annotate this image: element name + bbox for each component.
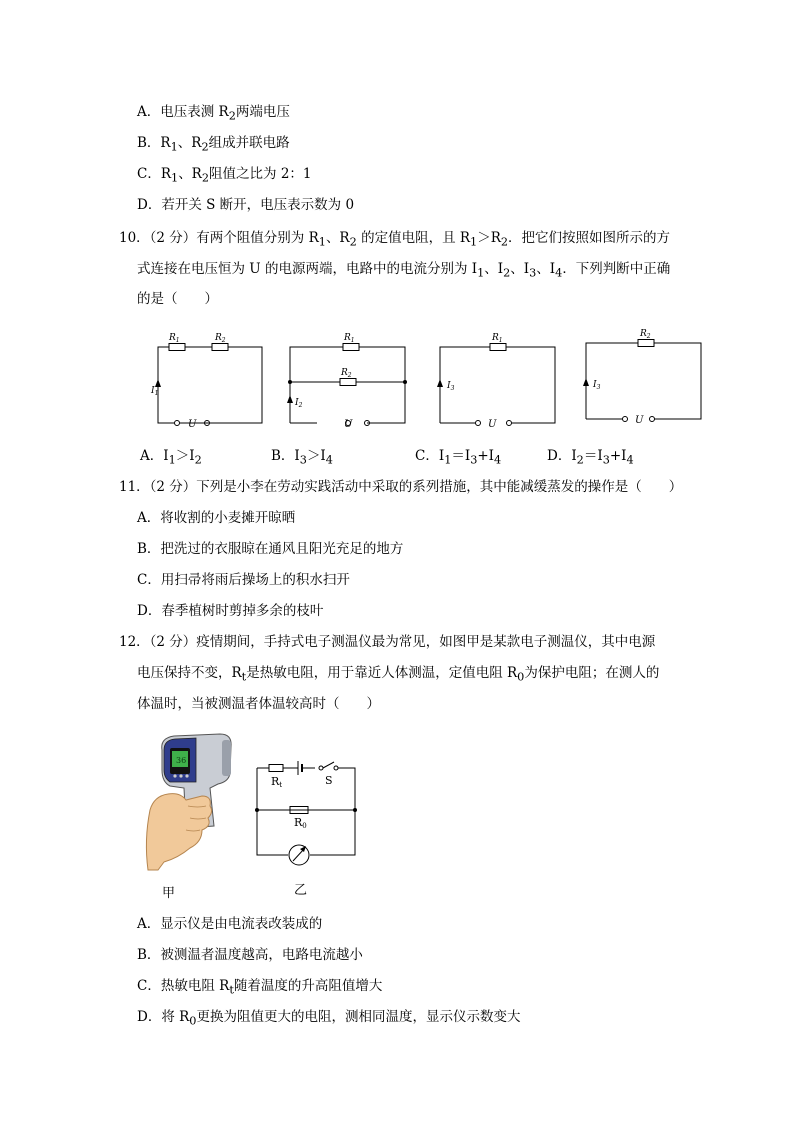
label-i3: $I_3$ (447, 381, 455, 392)
q10-option-c[interactable]: C．$I_1=I_3+I_4$ (415, 448, 502, 467)
q12-option-b[interactable]: B．被测温者温度越高，电路电流越小 (137, 947, 363, 963)
q10-option-b[interactable]: B．$I_3>I_4$ (271, 448, 333, 467)
label-u: U (344, 419, 353, 430)
label-i1: $I_1$ (151, 386, 159, 397)
q11-option-c[interactable]: C．用扫帚将雨后操场上的积水扫开 (137, 572, 350, 588)
label-s: S (325, 774, 333, 787)
q10-stem-line1: 10．（2 分）有两个阻值分别为 $R_1$、$R_2$ 的定值电阻，且 $R_1>R_2$．把它们按照如图所示的方 (119, 230, 671, 249)
label-r1: $R_1$ (344, 333, 355, 344)
circuit-series (140, 325, 268, 433)
label-r1: $R_1$ (169, 333, 180, 344)
label-i2: $I_2$ (295, 398, 303, 409)
q11-option-b[interactable]: B．把洗过的衣服晾在通风且阳光充足的地方 (137, 541, 404, 557)
q11-option-d[interactable]: D．春季植树时剪掉多余的枝叶 (137, 603, 324, 619)
q12-option-a[interactable]: A．显示仪是由电流表改装成的 (137, 916, 323, 932)
label-u: U (188, 419, 197, 430)
thermometer-figure (140, 730, 240, 901)
label-r2: $R_2$ (341, 368, 352, 379)
q10-option-a[interactable]: A．$I_1>I_2$ (140, 448, 202, 467)
circuit-r1-only (435, 325, 560, 433)
q11-option-a[interactable]: A．将收割的小麦摊开晾晒 (137, 510, 296, 526)
label-i3: $I_3$ (593, 380, 601, 391)
q10-stem-line3: 的是（ ） (137, 291, 218, 307)
q9-option-d[interactable]: D．若开关 S 断开，电压表示数为 0 (137, 197, 355, 213)
q12-option-d[interactable]: D．将 $R_0$更换为阻值更大的电阻，测相同温度，显示仪示数变大 (137, 1009, 521, 1028)
label-u: U (635, 415, 644, 426)
q12-stem-line2: 电压保持不变，$R_t$是热敏电阻，用于靠近人体测温，定值电阻 $R_0$为保护电阻；在测人的 (137, 665, 660, 684)
label-r2: $R_2$ (215, 333, 226, 344)
thermometer-circuit (250, 755, 365, 898)
label-r1: $R_1$ (492, 333, 503, 344)
label-r2: $R_2$ (640, 329, 651, 340)
q12-option-c[interactable]: C．热敏电阻 $R_t$随着温度的升高阻值增大 (137, 978, 383, 997)
display-digits-icon: 36 (176, 756, 187, 765)
label-jia: 甲 (162, 886, 176, 901)
q12-stem-line3: 体温时，当被测温者体温较高时（ ） (137, 696, 380, 712)
q9-option-a[interactable]: A．电压表测 $R_2$两端电压 (137, 104, 290, 123)
q10-stem-line2: 式连接在电压恒为 U 的电源两端，电路中的电流分别为 $I_1$、$I_2$、$I_3$、$I_4$．下列判断中正确 (137, 261, 671, 280)
q12-stem-line1: 12．（2 分）疫情期间，手持式电子测温仪最为常见，如图甲是某款电子测温仪，其中电源 (119, 634, 656, 650)
circuit-r2-only (581, 322, 706, 430)
label-u: U (488, 419, 497, 430)
label-r0: R0 (294, 816, 307, 830)
q10-option-d[interactable]: D．$I_2=I_3+I_4$ (547, 448, 634, 467)
label-rt: Rt (271, 775, 283, 789)
q9-option-c[interactable]: C．$R_1$、$R_2$阻值之比为 2：1 (137, 166, 312, 185)
q9-option-b[interactable]: B．$R_1$、$R_2$组成并联电路 (137, 135, 290, 154)
label-yi: 乙 (294, 883, 308, 898)
circuit-parallel (283, 325, 413, 433)
q11-stem: 11．（2 分）下列是小李在劳动实践活动中采取的系列措施，其中能减缓蒸发的操作是（ ） (119, 479, 683, 495)
